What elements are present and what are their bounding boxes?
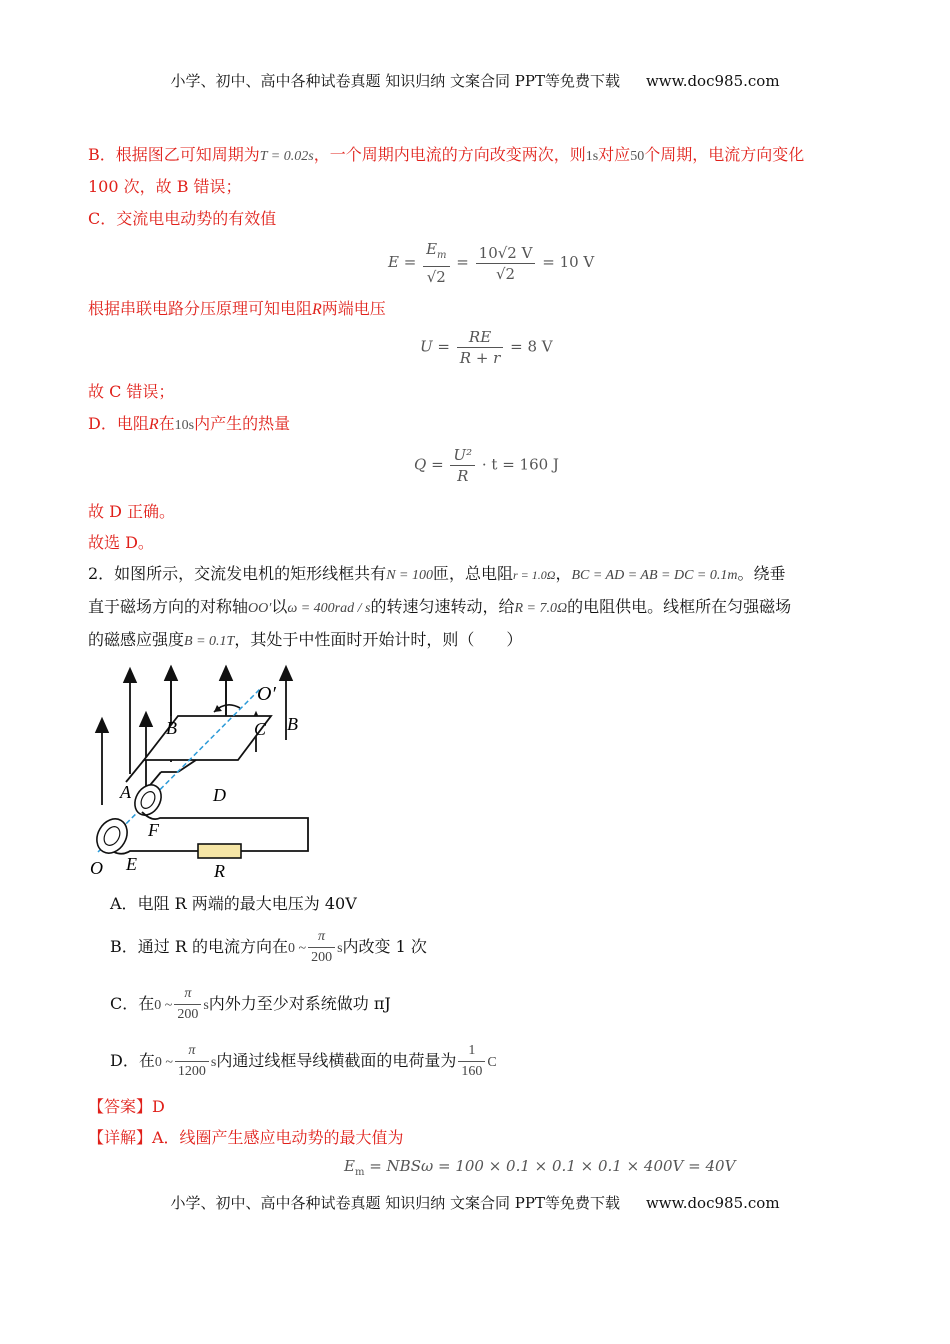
answer-label: 【答案】D bbox=[88, 1097, 165, 1116]
question-line3: 的磁感应强度B = 0.1T，其处于中性面时开始计时，则（ ） bbox=[88, 630, 523, 649]
prev-d-line1: D．电阻R在10s内产生的热量 bbox=[88, 414, 291, 433]
option-d: D．在0 ~ $\frac{\pi}{1200}$ s内通过线框导线横截面的电荷量为 $\frac{1}{160}$ C bbox=[110, 1043, 497, 1079]
footer-text: 小学、初中、高中各种试卷真题 知识归纳 文案合同 PPT等免费下载 bbox=[170, 1194, 620, 1212]
equation-Em: $E_m = NBS\omega = 100 \times 0.1 \times 0.1 \times 0.1 \times 400V = 40V$ bbox=[344, 1157, 736, 1178]
prev-c-line2: 根据串联电路分压原理可知电阻R两端电压 bbox=[88, 299, 386, 318]
label-O: O bbox=[90, 858, 103, 878]
question-line1: 2．如图所示，交流发电机的矩形线框共有N = 100匝，总电阻r = 1.0Ω，BC = AD = AB = DC = 0.1m。绕垂 bbox=[88, 564, 786, 583]
label-A: A bbox=[120, 782, 131, 802]
slip-ring bbox=[130, 780, 167, 820]
footer-site[interactable]: www.doc985.com bbox=[645, 1194, 780, 1212]
label-F: F bbox=[148, 820, 159, 840]
question-line2: 直于磁场方向的对称轴OO′以ω = 400rad / s的转速匀速转动，给R = 7.0Ω的电阻供电。线框所在匀强磁场 bbox=[88, 597, 792, 616]
answer-detail: 【详解】A．线圈产生感应电动势的最大值为 bbox=[88, 1128, 404, 1147]
prev-c-line3: 故 C 错误； bbox=[88, 382, 175, 401]
option-c: C．在0 ~ $\frac{\pi}{200}$ s内外力至少对系统做功 πJ bbox=[110, 986, 391, 1022]
label-D: D bbox=[213, 785, 226, 805]
label-O-prime: O′ bbox=[257, 683, 276, 705]
prev-b-line2: 100 次，故 B 错误； bbox=[88, 177, 242, 196]
label-R: R bbox=[214, 861, 225, 881]
equation-U: U = $\frac{RE}{R + r}$ = 8 V bbox=[420, 328, 553, 367]
option-a: A．电阻 R 两端的最大电压为 40V bbox=[110, 894, 357, 913]
option-b: B．通过 R 的电流方向在0 ~ $\frac{\pi}{200}$ s内改变 1 次 bbox=[110, 929, 427, 965]
coil-frame bbox=[144, 716, 271, 760]
header-text: 小学、初中、高中各种试卷真题 知识归纳 文案合同 PPT等免费下载 bbox=[170, 72, 620, 90]
resistor bbox=[198, 844, 241, 858]
prev-b-line1: B．根据图乙可知周期为T = 0.02s，一个周期内电流的方向改变两次，则1s对应50个周期，电流方向变化 bbox=[88, 145, 805, 164]
label-field-B: B bbox=[287, 714, 298, 734]
equation-Q: Q = $\frac{\text{U²}}{R}$ · t = 160 J bbox=[414, 446, 559, 485]
page-footer bbox=[0, 1192, 950, 1213]
header-site[interactable]: www.doc985.com bbox=[645, 72, 780, 90]
equation-E: E = $\frac{E_m}{√2}$ = $\frac{10√2 V}{√2}$ = 10 V bbox=[388, 240, 595, 286]
label-B: B bbox=[166, 718, 177, 738]
prev-choose: 故选 D。 bbox=[88, 533, 154, 552]
prev-c-line1: C．交流电电动势的有效值 bbox=[88, 209, 277, 228]
label-E: E bbox=[126, 854, 137, 874]
prev-d-line2: 故 D 正确。 bbox=[88, 502, 176, 521]
page-header bbox=[0, 70, 950, 91]
label-C: C bbox=[254, 719, 267, 739]
generator-diagram bbox=[86, 662, 326, 882]
